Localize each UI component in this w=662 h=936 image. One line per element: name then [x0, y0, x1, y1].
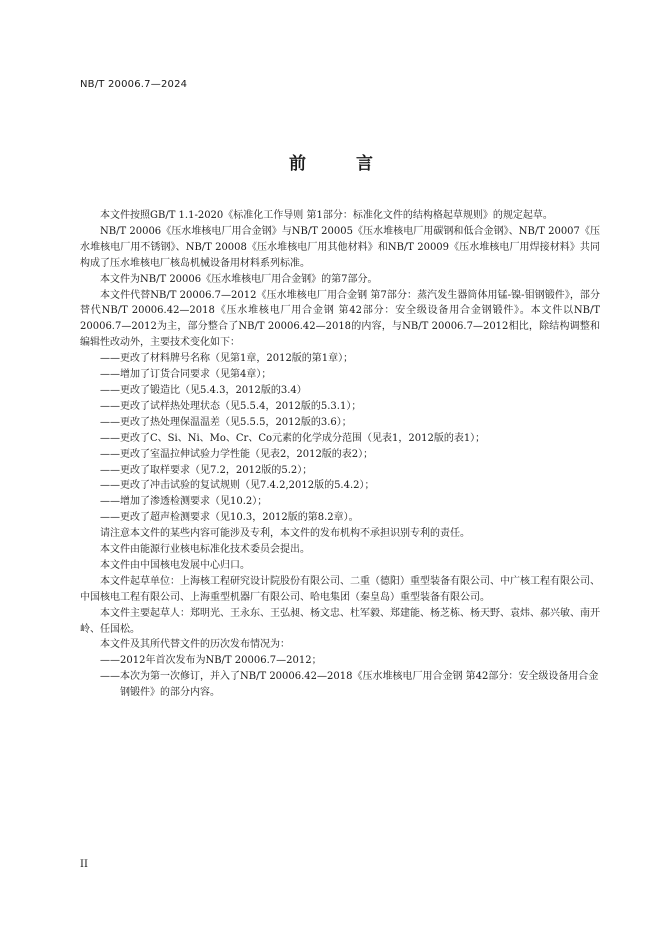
history-item: ——2012年首次发布为NB/T 20006.7—2012；	[100, 655, 322, 667]
paragraph-series-standards: NB/T 20006《压水堆核电厂用合金钢》与NB/T 20005《压水堆核电厂用碳钢和低合金钢》、NB/T 20007《压水堆核电厂用不锈钢》、NB/T 20008《压水堆核电厂用其他材料》和NB/T 20009《压水堆核电厂用焊接材料》共同构成了压水堆核电厂核岛机械设备用材料系列标准。	[80, 225, 600, 269]
paragraph-drafting-units: 本文件起草单位：上海核工程研究设计院股份有限公司、二重（德阳）重型装备有限公司、中广核工程有限公司、中国核电工程有限公司、上海重型机器厂有限公司、哈电集团（秦皇岛）重型装备有限公司。	[80, 575, 600, 603]
document-code-header: NB/T 20006.7—2024	[80, 79, 188, 90]
paragraph-replacement: 本文件代替NB/T 20006.7—2012《压水堆核电厂用合金钢 第7部分：蒸汽发生器筒体用锰-镍-钼钢锻件》，部分替代NB/T 20006.42—2018《压水堆核电厂用合金钢 第42部分：安全级设备用合金钢锻件》。本文件以NB/T 20006.7—2012为主，部分整合了NB/T 20006.42—2018的内容，与NB/T 20006.7—2012相比，除结构调整和编辑性改动外，主要技术变化如下：	[80, 289, 600, 349]
paragraph-patent-notice: 请注意本文件的某些内容可能涉及专利，本文件的发布机构不承担识别专利的责任。	[100, 528, 470, 540]
change-item: ——更改了取样要求（见7.2，2012版的5.2）；	[100, 464, 313, 476]
paragraph-drafters: 本文件主要起草人：郑明光、王永东、王弘昶、杨文忠、杜军毅、郑建能、杨芝栋、杨天野、袁炜、郝兴敏、南开岭、任国松。	[80, 607, 600, 635]
change-item: ——更改了冲击试验的复试规则（见7.4.2,2012版的5.4.2）；	[100, 480, 375, 492]
paragraph-drafting-rules: 本文件按照GB/T 1.1-2020《标准化工作导则 第1部分：标准化文件的结构格起草规则》的规定起草。	[100, 210, 553, 221]
paragraph-part-number: 本文件为NB/T 20006《压水堆核电厂用合金钢》的第7部分。	[100, 273, 378, 285]
change-item: ——更改了锻造比（见5.4.3，2012版的3.4）	[100, 384, 307, 396]
page-number: II	[80, 859, 88, 870]
change-item: ——增加了渗透检测要求（见10.2）；	[100, 496, 268, 508]
change-item: ——更改了材料牌号名称（见第1章，2012版的第1章）；	[100, 353, 354, 365]
change-item: ——更改了C、Si、Ni、Mo、Cr、Co元素的化学成分范围（见表1，2012版的表1）；	[100, 432, 486, 444]
change-item: ——更改了热处理保温温差（见5.5.5，2012版的3.6）；	[100, 416, 352, 428]
history-item: ——本次为第一次修订，并入了NB/T 20006.42—2018《压水堆核电厂用合金钢 第42部分：安全级设备用合金钢锻件》的部分内容。	[100, 671, 599, 699]
change-item: ——增加了订货合同要求（见第4章）；	[100, 369, 272, 381]
paragraph-administrator: 本文件由中国核电发展中心归口。	[100, 559, 250, 571]
change-item: ——更改了试样热处理状态（见5.5.4，2012版的5.3.1）；	[100, 400, 362, 412]
page-title	[0, 149, 662, 174]
change-item: ——更改了室温拉伸试验力学性能（见表2，2012版的表2）；	[100, 448, 374, 460]
paragraph-history-intro: 本文件及其所代替文件的历次发布情况为：	[100, 639, 290, 651]
foreword-body	[80, 208, 600, 701]
title-char-1: 前	[289, 154, 306, 174]
paragraph-proposer: 本文件由能源行业核电标准化技术委员会提出。	[100, 544, 310, 556]
change-item: ——更改了超声检测要求（见10.3，2012版的第8.2章）。	[100, 512, 359, 524]
title-char-2: 言	[356, 154, 373, 174]
